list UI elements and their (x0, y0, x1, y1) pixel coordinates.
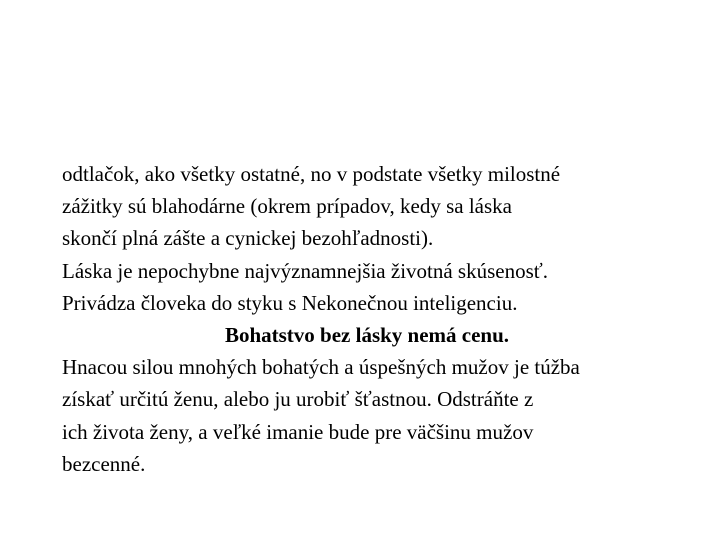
text-line: Privádza človeka do styku s Nekonečnou inteligenciu. (62, 290, 518, 315)
paragraph-4 (62, 351, 672, 480)
text-line: Láska je nepochybne najvýznamnejšia životná skúsenosť. (62, 258, 548, 283)
text-line: zážitky sú blahodárne (okrem prípadov, kedy sa láska (62, 194, 512, 219)
text-line: odtlačok, ako všetky ostatné, no v podstate všetky milostné (62, 162, 561, 186)
paragraph-1 (62, 158, 672, 255)
text-line: bezcenné. (62, 451, 146, 476)
text-line: Bohatstvo bez lásky nemá cenu. (224, 323, 510, 348)
body-text (62, 158, 672, 480)
text-line: skončí plná zášte a cynickej bezohľadnosti). (62, 226, 434, 251)
text-line: získať určitú ženu, alebo ju urobiť šťastnou. Odstráňte z (62, 387, 534, 412)
paragraph-2 (62, 255, 672, 319)
emphasized-statement (62, 319, 672, 351)
text-line: Hnacou silou mnohých bohatých a úspešných mužov je túžba (62, 355, 580, 380)
text-line: ich života ženy, a veľké imanie bude pre väčšinu mužov (62, 419, 534, 444)
